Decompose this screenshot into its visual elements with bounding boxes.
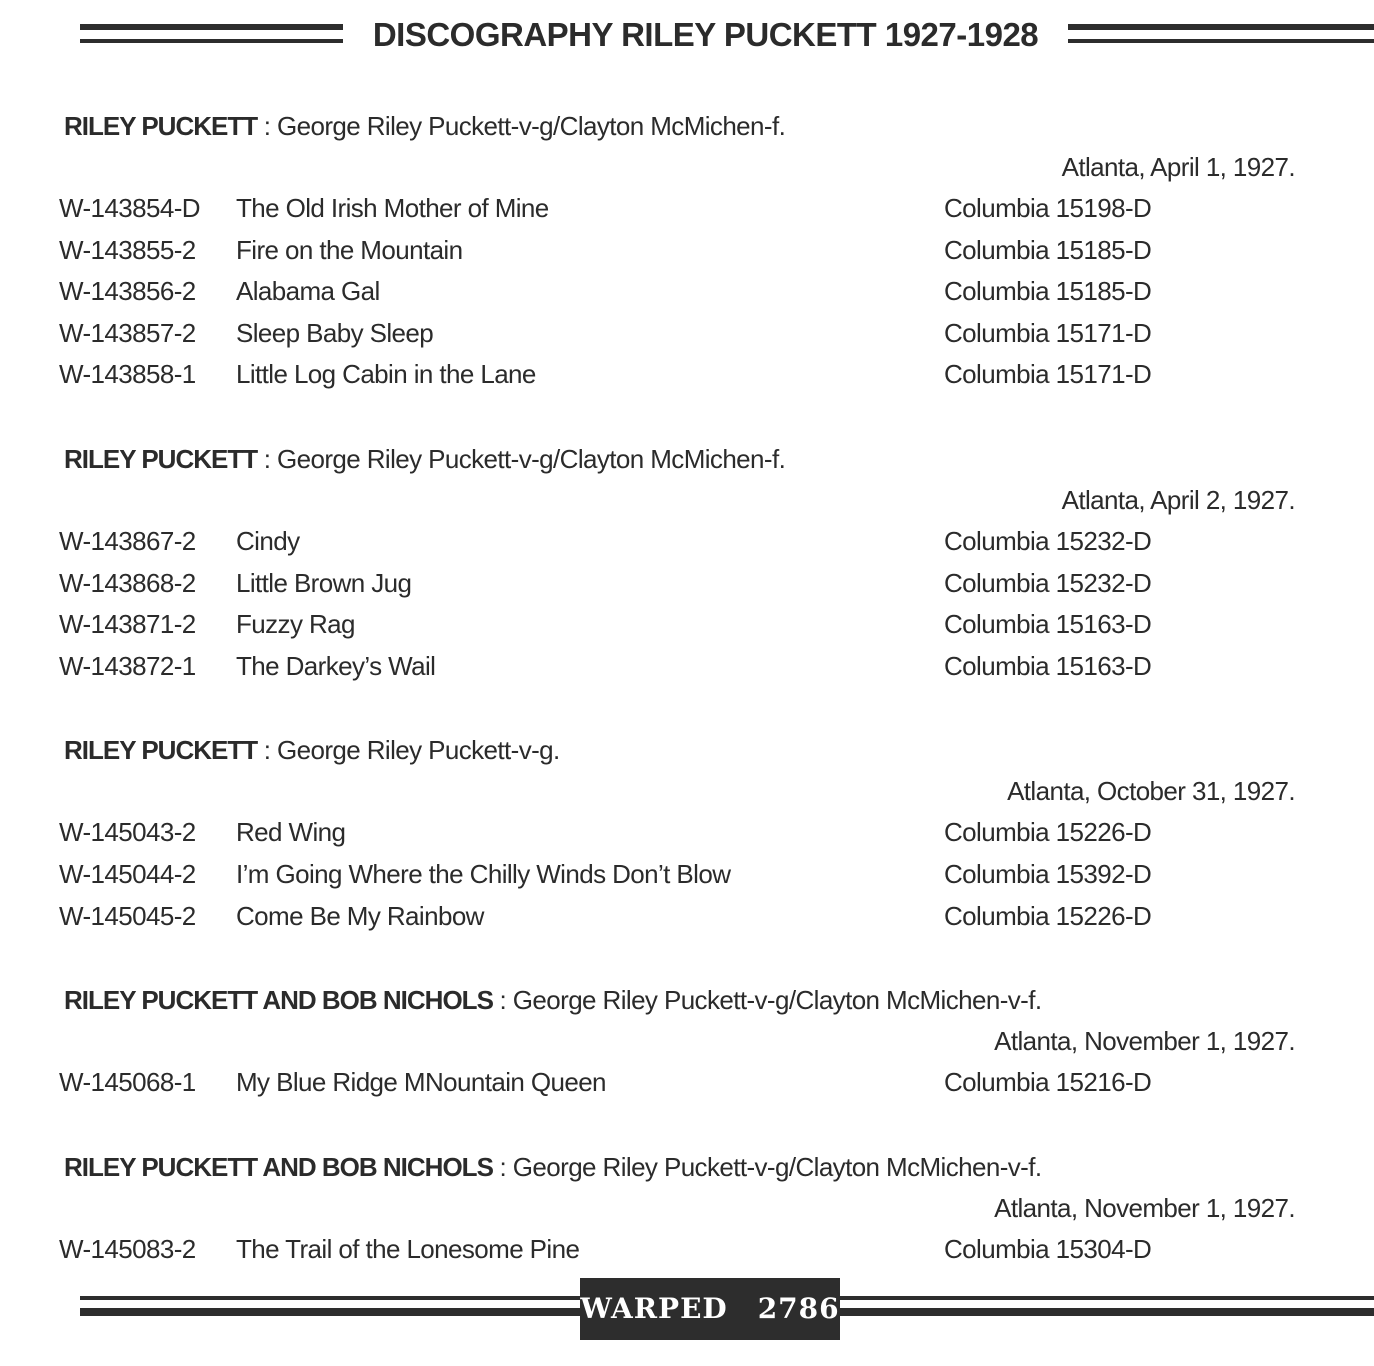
session-location: Atlanta, April 1, 1927. xyxy=(1061,152,1295,182)
track-title: Little Brown Jug xyxy=(236,567,412,598)
session-musicians: George Riley Puckett-v-g/Clayton McMichen-f. xyxy=(276,111,786,141)
track-title: Red Wing xyxy=(236,817,346,848)
session-personnel xyxy=(0,1146,1374,1188)
session-separator: : xyxy=(257,111,277,141)
header-rule-left-thick xyxy=(80,24,343,30)
session-personnel xyxy=(0,105,1374,147)
track-row xyxy=(0,521,1374,563)
track-title: Fuzzy Rag xyxy=(236,609,355,640)
session-artist: RILEY PUCKETT AND BOB NICHOLS xyxy=(64,985,493,1016)
session-artist: RILEY PUCKETT AND BOB NICHOLS xyxy=(64,1151,493,1182)
track-matrix: W-145044-2 xyxy=(59,858,196,889)
session-personnel xyxy=(0,438,1374,480)
recording-session xyxy=(0,729,1374,937)
session-separator: : xyxy=(492,985,513,1016)
session-location: Atlanta, October 31, 1927. xyxy=(1007,776,1295,807)
session-location: Atlanta, November 1, 1927. xyxy=(994,1026,1295,1057)
track-issue: Columbia 15304-D xyxy=(944,1233,1152,1264)
track-issue: Columbia 15185-D xyxy=(944,276,1152,307)
footer-rule-left-thick xyxy=(80,1308,580,1316)
header-rule-right-thick xyxy=(1068,24,1374,30)
footer-rule-right xyxy=(840,1296,1374,1318)
footer-rule-right-thick xyxy=(840,1308,1374,1316)
catalog-badge xyxy=(580,1278,840,1340)
recording-session xyxy=(0,1146,1374,1271)
track-title: The Darkey’s Wail xyxy=(236,650,436,681)
catalog-number: 2786 xyxy=(757,1292,840,1325)
track-row xyxy=(0,230,1374,272)
track-title: Little Log Cabin in the Lane xyxy=(236,359,536,390)
track-title: My Blue Ridge MNountain Queen xyxy=(236,1067,606,1098)
page-title: DISCOGRAPHY RILEY PUCKETT 1927-1928 xyxy=(372,16,1039,53)
track-matrix: W-143858-1 xyxy=(59,359,196,390)
session-separator: : xyxy=(257,735,277,766)
session-musicians: George Riley Puckett-v-g/Clayton McMichen-v-f. xyxy=(512,985,1042,1016)
track-row xyxy=(0,1062,1374,1104)
discography-content xyxy=(0,105,1374,1270)
track-issue: Columbia 15163-D xyxy=(944,609,1152,640)
track-issue: Columbia 15163-D xyxy=(944,650,1152,681)
session-musicians: George Riley Puckett-v-g/Clayton McMichen-f. xyxy=(276,443,786,474)
header-rule-left xyxy=(80,24,343,46)
session-personnel xyxy=(0,729,1374,771)
track-matrix: W-145083-2 xyxy=(59,1233,196,1264)
page-header xyxy=(0,14,1374,56)
session-personnel xyxy=(0,979,1374,1021)
track-row xyxy=(0,188,1374,230)
track-row xyxy=(0,563,1374,605)
recording-session xyxy=(0,105,1374,396)
track-issue: Columbia 15171-D xyxy=(944,317,1152,348)
track-issue: Columbia 15198-D xyxy=(944,193,1152,223)
track-row xyxy=(0,271,1374,313)
page-footer xyxy=(0,1278,1374,1340)
track-row xyxy=(0,854,1374,896)
track-matrix: W-143855-2 xyxy=(59,234,196,265)
recording-session xyxy=(0,438,1374,687)
track-issue: Columbia 15232-D xyxy=(944,567,1152,598)
session-separator: : xyxy=(257,443,277,474)
track-matrix: W-143856-2 xyxy=(59,276,196,307)
session-location: Atlanta, April 2, 1927. xyxy=(1061,484,1295,515)
track-matrix: W-143868-2 xyxy=(59,567,196,598)
track-title: Alabama Gal xyxy=(236,276,380,307)
track-matrix: W-143867-2 xyxy=(59,525,196,556)
session-musicians: George Riley Puckett-v-g/Clayton McMichen-v-f. xyxy=(512,1151,1042,1182)
track-title: The Old Irish Mother of Mine xyxy=(236,193,549,223)
track-issue: Columbia 15171-D xyxy=(944,359,1152,390)
footer-rule-left-thin xyxy=(80,1296,580,1300)
track-matrix: W-143857-2 xyxy=(59,317,196,348)
session-artist: RILEY PUCKETT xyxy=(64,443,258,474)
track-row xyxy=(0,812,1374,854)
track-matrix: W-145068-1 xyxy=(59,1067,196,1098)
track-row xyxy=(0,604,1374,646)
header-rule-right-thin xyxy=(1068,39,1374,43)
label-name: WARPED xyxy=(580,1292,728,1325)
session-artist: RILEY PUCKETT xyxy=(64,111,258,141)
track-matrix: W-143872-1 xyxy=(59,650,196,681)
track-matrix: W-143854-D xyxy=(59,193,200,223)
session-separator: : xyxy=(492,1151,513,1182)
session-artist: RILEY PUCKETT xyxy=(64,735,258,766)
track-issue: Columbia 15226-D xyxy=(944,817,1152,848)
track-issue: Columbia 15232-D xyxy=(944,525,1152,556)
track-issue: Columbia 15392-D xyxy=(944,858,1152,889)
footer-rule-left xyxy=(80,1296,580,1318)
track-row xyxy=(0,354,1374,396)
track-title: The Trail of the Lonesome Pine xyxy=(236,1233,580,1264)
track-matrix: W-143871-2 xyxy=(59,609,196,640)
track-matrix: W-145043-2 xyxy=(59,817,196,848)
track-title: Cindy xyxy=(236,525,300,556)
track-issue: Columbia 15185-D xyxy=(944,234,1152,265)
footer-rule-right-thin xyxy=(840,1296,1374,1300)
track-row xyxy=(0,1229,1374,1271)
track-title: Come Be My Rainbow xyxy=(236,900,484,931)
recording-session xyxy=(0,979,1374,1104)
track-issue: Columbia 15226-D xyxy=(944,900,1152,931)
track-row xyxy=(0,646,1374,688)
track-row xyxy=(0,313,1374,355)
track-row xyxy=(0,896,1374,938)
track-issue: Columbia 15216-D xyxy=(944,1067,1152,1098)
track-matrix: W-145045-2 xyxy=(59,900,196,931)
track-title: I’m Going Where the Chilly Winds Don’t Blow xyxy=(236,858,731,889)
session-location: Atlanta, November 1, 1927. xyxy=(994,1192,1295,1223)
track-title: Sleep Baby Sleep xyxy=(236,317,434,348)
session-musicians: George Riley Puckett-v-g. xyxy=(276,735,560,766)
track-title: Fire on the Mountain xyxy=(236,234,463,265)
header-rule-left-thin xyxy=(80,39,343,43)
header-rule-right xyxy=(1068,24,1374,46)
